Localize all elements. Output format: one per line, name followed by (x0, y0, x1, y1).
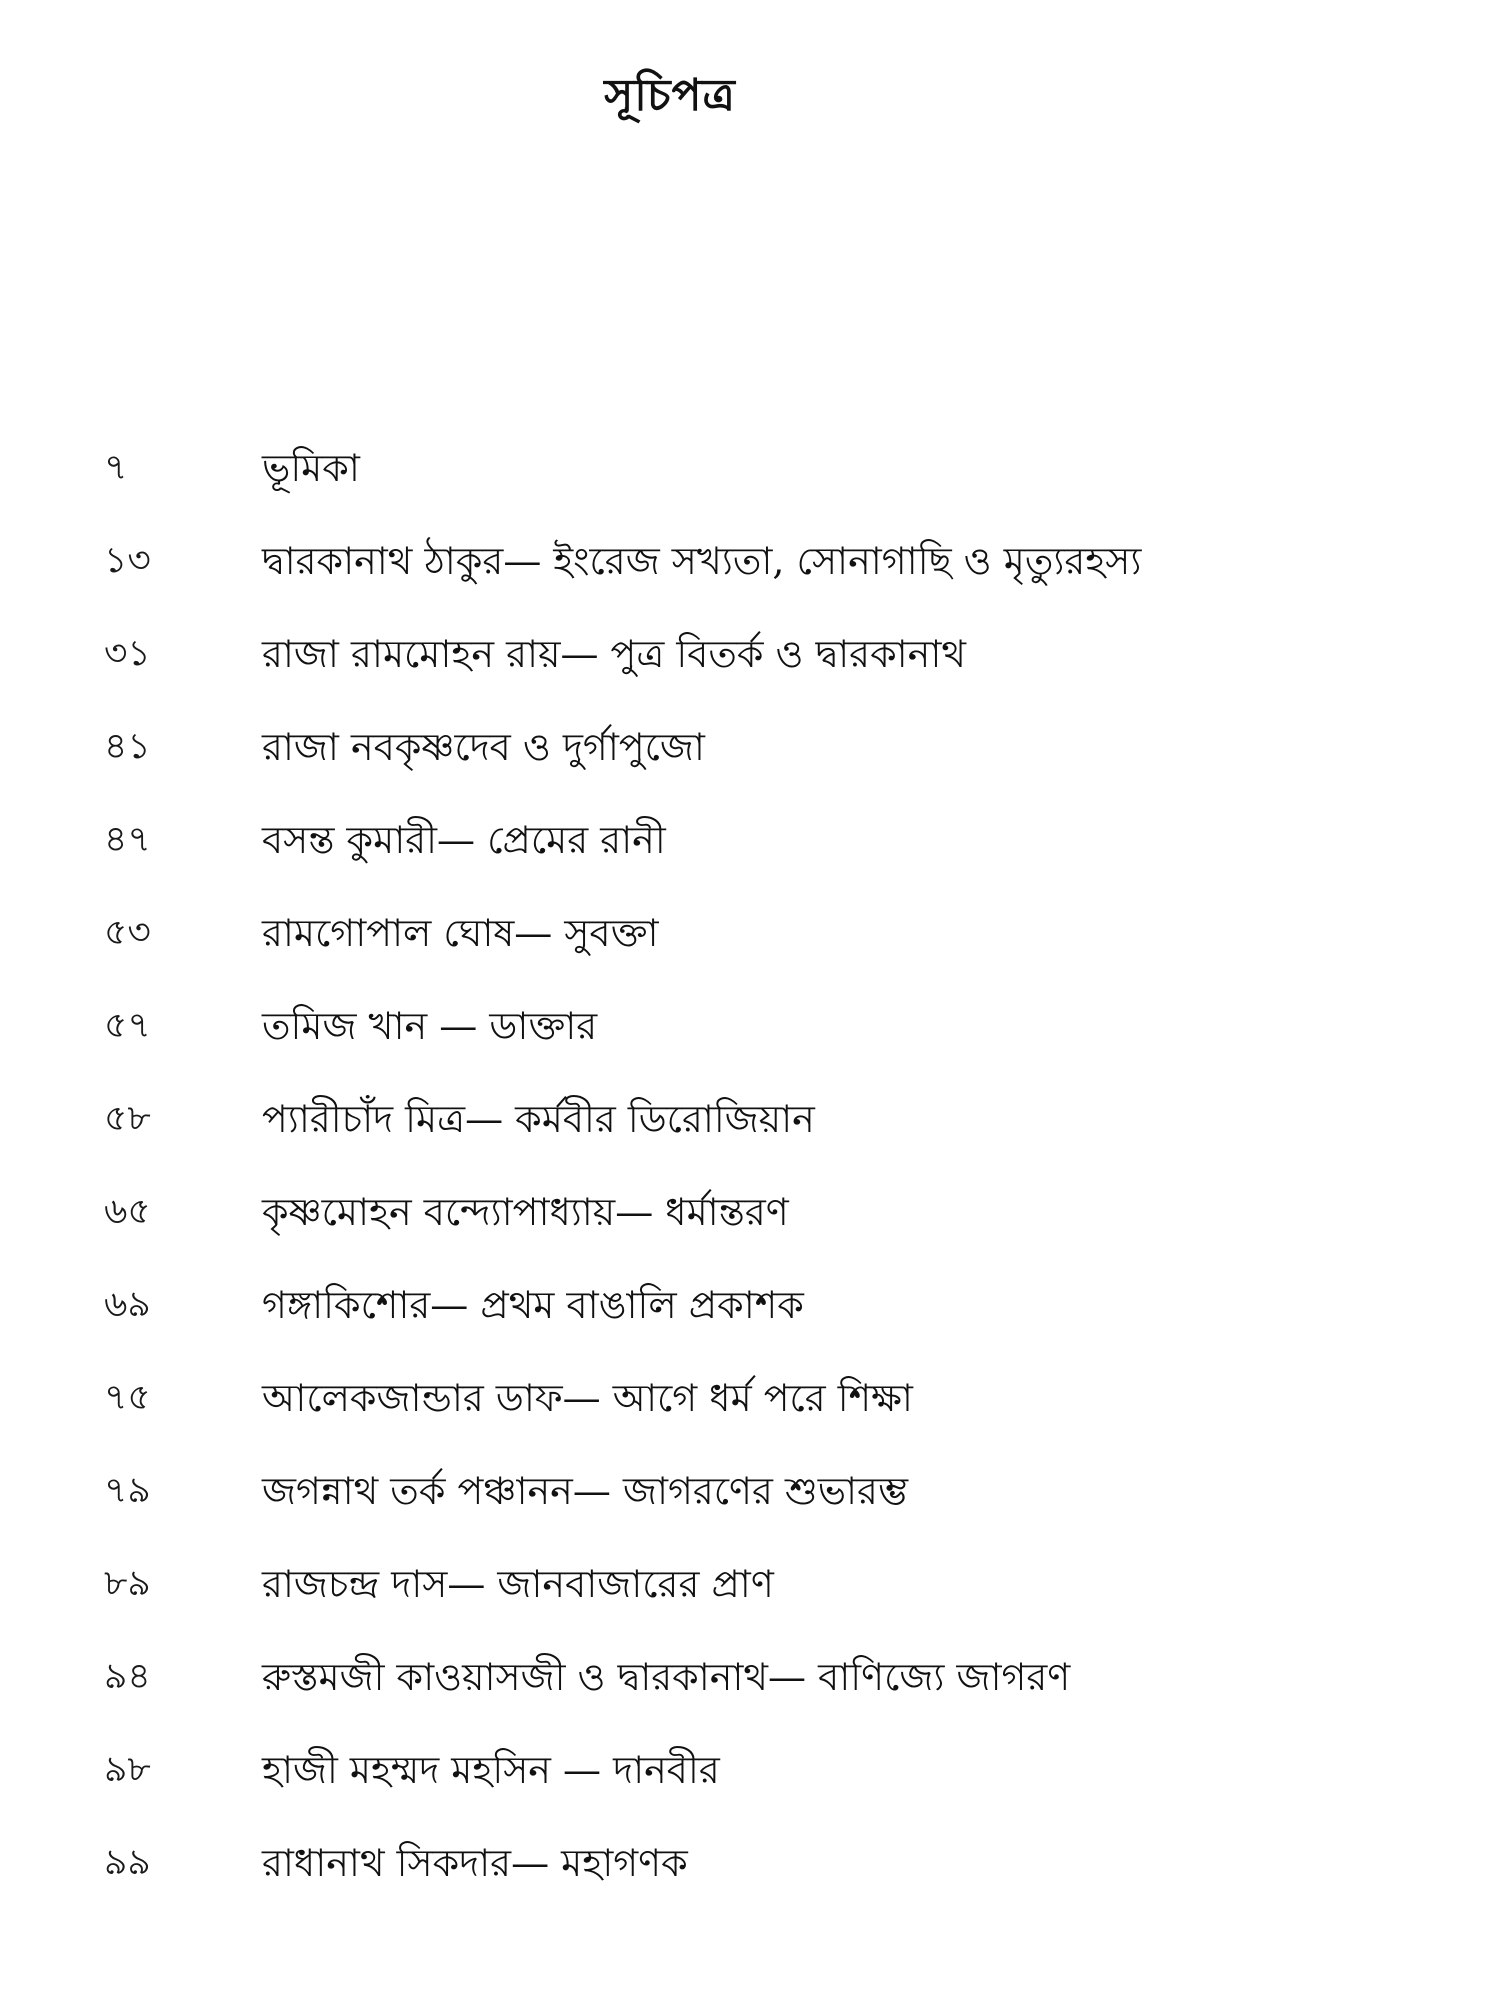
toc-entry (0, 531, 1500, 624)
toc-page-number: ৭৯ (104, 1470, 151, 1511)
toc-entry (0, 438, 1500, 531)
toc-page-number: ৭৫ (104, 1377, 151, 1418)
toc-entry-title: হাজী মহম্মদ মহসিন — দানবীর (262, 1748, 720, 1792)
toc-entry (0, 903, 1500, 996)
toc-page-number: ৯৮ (104, 1749, 151, 1790)
toc-entry (0, 717, 1500, 810)
toc-page-number: ৫৮ (104, 1098, 151, 1139)
toc-page-number: ৭ (104, 447, 128, 488)
toc-entry-title: রাজা রামমোহন রায়— পুত্র বিতর্ক ও দ্বারকানাথ (262, 632, 966, 676)
toc-entry (0, 624, 1500, 717)
toc-entry-title: তমিজ খান — ডাক্তার (262, 1004, 598, 1048)
toc-entry-title: আলেকজান্ডার ডাফ— আগে ধর্ম পরে শিক্ষা (262, 1376, 913, 1420)
toc-entry-title: গঙ্গাকিশোর— প্রথম বাঙালি প্রকাশক (262, 1283, 804, 1327)
toc-entry-title: প্যারীচাঁদ মিত্র— কর্মবীর ডিরোজিয়ান (262, 1097, 815, 1141)
toc-entry-title: রাজা নবকৃষ্ণদেব ও দুর্গাপুজো (262, 725, 705, 769)
toc-page-number: ৪১ (104, 726, 151, 767)
toc-entry (0, 1275, 1500, 1368)
toc-entry (0, 1833, 1500, 1926)
toc-page-number: ৮৯ (104, 1563, 151, 1604)
toc-page-number: ৫৩ (104, 912, 151, 953)
toc-page-number: ৩১ (104, 633, 151, 674)
toc-entry-title: রামগোপাল ঘোষ— সুবক্তা (262, 911, 659, 955)
toc-entry-title: ভূমিকা (262, 446, 360, 490)
toc-entry (0, 1182, 1500, 1275)
toc-entry (0, 1461, 1500, 1554)
toc-entry-title: বসন্ত কুমারী— প্রেমের রানী (262, 818, 666, 862)
toc-page-number: ৫৭ (104, 1005, 151, 1046)
toc-entry-title: রুস্তমজী কাওয়াসজী ও দ্বারকানাথ— বাণিজ্যে জাগরণ (262, 1655, 1071, 1699)
toc-entry (0, 1647, 1500, 1740)
page-title: সূচিপত্র (604, 70, 736, 121)
toc-page-number: ৯৯ (104, 1842, 151, 1883)
toc-entry (0, 810, 1500, 903)
toc-entry (0, 1368, 1500, 1461)
toc-entry (0, 1554, 1500, 1647)
toc-entry (0, 996, 1500, 1089)
toc-page-number: ১৩ (104, 540, 151, 581)
toc-page-number: ৬৯ (104, 1284, 151, 1325)
toc-page-number: ৯৪ (104, 1656, 151, 1697)
toc-entry-title: রাধানাথ সিকদার— মহাগণক (262, 1841, 688, 1885)
toc-entry (0, 1740, 1500, 1833)
toc-page-number: ৬৫ (104, 1191, 151, 1232)
toc-entry-title: রাজচন্দ্র দাস— জানবাজারের প্রাণ (262, 1562, 774, 1606)
toc-entry-title: কৃষ্ণমোহন বন্দ্যোপাধ্যায়— ধর্মান্তরণ (262, 1190, 789, 1234)
toc-list (0, 438, 1500, 1926)
toc-page-number: ৪৭ (104, 819, 151, 860)
toc-entry-title: দ্বারকানাথ ঠাকুর— ইংরেজ সখ্যতা, সোনাগাছি ও মৃত্যুরহস্য (262, 539, 1142, 583)
toc-entry-title: জগন্নাথ তর্ক পঞ্চানন— জাগরণের শুভারম্ভ (262, 1469, 908, 1513)
toc-entry (0, 1089, 1500, 1182)
